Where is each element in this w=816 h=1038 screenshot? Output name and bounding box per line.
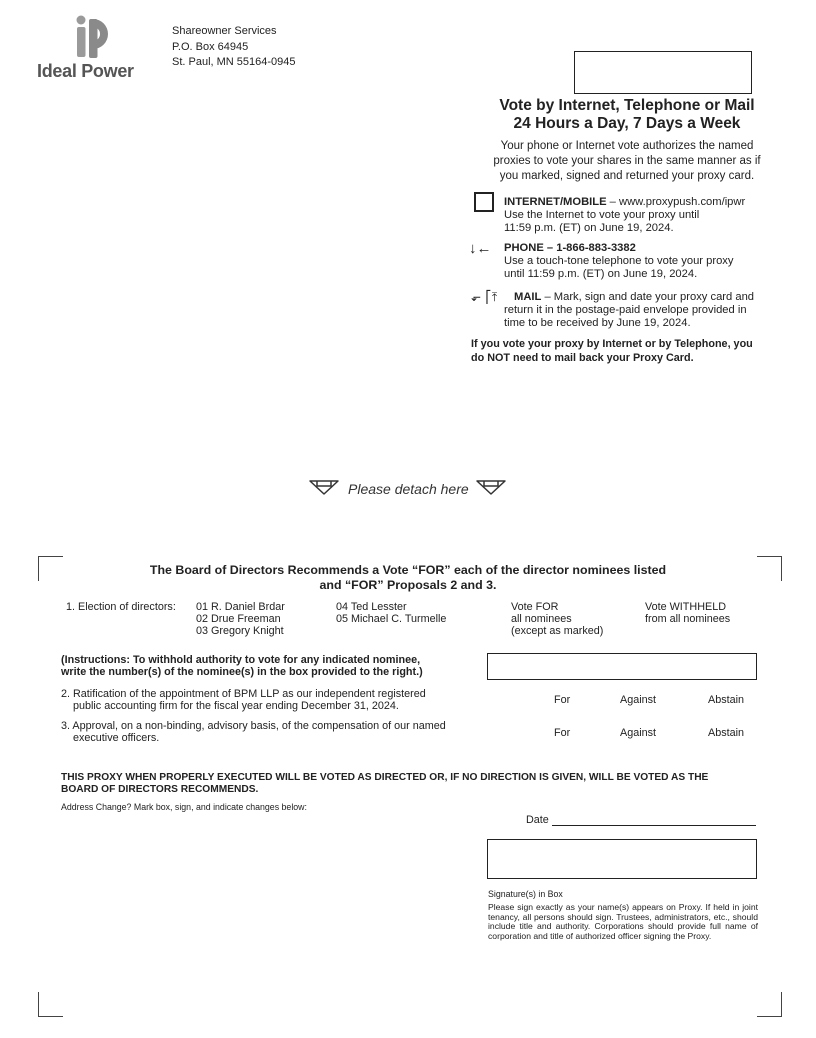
vote-for-line: Vote FOR [511,601,559,613]
desc-line: Your phone or Internet vote authorizes the named [500,140,754,152]
signature-box[interactable] [487,839,757,879]
item-2-for[interactable]: For [554,694,571,706]
detach-arrow-right-icon [475,479,507,497]
logo-wordmark: Ideal Power [37,61,134,81]
item-3-against[interactable]: Against [620,727,657,739]
vote-for-line: (except as marked) [511,625,604,637]
mail-label: MAIL [514,291,542,303]
vote-withheld-line: Vote WITHHELD [645,601,726,613]
internet-detail: 11:59 p.m. (ET) on June 19, 2024. [504,222,674,234]
internet-detail: Use the Internet to vote your proxy until [504,209,700,221]
crop-mark [38,992,63,1017]
internet-method [504,196,786,235]
note-line: do NOT need to mail back your Proxy Card. [471,352,694,364]
item-2-abstain[interactable]: Abstain [708,694,745,706]
vote-note [471,337,771,365]
crop-mark [757,992,782,1017]
item-3-abstain[interactable]: Abstain [708,727,745,739]
mail-method-cont [504,304,786,330]
board-recommendation [60,563,756,593]
signature-label: Signature(s) in Box [488,889,563,899]
phone-label: PHONE – 1-866-883-3382 [504,242,636,254]
crop-mark [757,556,782,581]
board-line: and “FOR” Proposals 2 and 3. [319,578,497,592]
item-3-line: executive officers. [73,732,160,744]
vote-description [470,139,784,184]
signature-instructions: Please sign exactly as your name(s) appears on Proxy. If held in joint tenancy, all persons should sign. Trustees, administrators, etc., should include title and authority. Corporations should provide full name of corporation and title of authorized officer signing the Proxy. [488,902,758,941]
phone-detail: Use a touch-tone telephone to vote your proxy [504,255,734,267]
mail-detail: return it in the postage-paid envelope provided in [504,304,747,316]
proxy-statement [61,772,781,796]
item-2-against[interactable]: Against [620,694,657,706]
control-number-box[interactable] [574,51,752,94]
nominee: 02 Drue Freeman [196,613,281,625]
nominee-exception-box[interactable] [487,653,757,680]
nominee: 04 Ted Lesster [336,601,407,613]
item-3-for[interactable]: For [554,727,571,739]
nominee: 03 Gregory Knight [196,625,284,637]
withhold-instructions [61,654,423,678]
mail-envelope-icon: ⬐ ⎡⤒ [471,290,498,304]
note-line: If you vote your proxy by Internet or by Telephone, you [471,338,753,350]
detach-label: Please detach here [348,481,469,497]
address-line: Shareowner Services [172,25,277,37]
mail-detail: time to be received by June 19, 2024. [504,317,691,329]
item-3-line: 3. Approval, on a non-binding, advisory basis, of the compensation of our named [61,720,446,732]
mail-method [514,291,788,304]
vote-methods-title [470,97,784,133]
internet-checkbox-icon [474,192,494,212]
vote-for-line: all nominees [511,613,572,625]
proxy-line: BOARD OF DIRECTORS RECOMMENDS. [61,784,259,795]
desc-line: you marked, signed and returned your proxy card. [499,170,755,182]
date-label: Date [526,814,549,826]
instructions-line: (Instructions: To withhold authority to vote for any indicated nominee, [61,654,421,666]
item-2 [61,688,426,712]
item-2-line: public accounting firm for the fiscal year ending December 31, 2024. [73,700,399,712]
nominees-column-2 [336,601,446,625]
date-line[interactable] [552,825,756,826]
phone-detail: until 11:59 p.m. (ET) on June 19, 2024. [504,268,698,280]
nominee: 01 R. Daniel Brdar [196,601,285,613]
item-2-line: 2. Ratification of the appointment of BPM LLP as our independent registered [61,688,426,700]
item-3 [61,720,446,744]
mail-detail: – Mark, sign and date your proxy card and [541,291,755,303]
address-change-label: Address Change? Mark box, sign, and indicate changes below: [61,802,307,812]
internet-url: – www.proxypush.com/ipwr [606,196,746,208]
proxy-line: THIS PROXY WHEN PROPERLY EXECUTED WILL BE VOTED AS DIRECTED OR, IF NO DIRECTION IS GIVEN, WILL BE VOTED AS THE [61,772,709,783]
instructions-line: write the number(s) of the nominee(s) in the box provided to the right.) [61,666,423,678]
board-line: The Board of Directors Recommends a Vote “FOR” each of the director nominees listed [149,563,667,577]
phone-arrows-icon: ↓← [469,240,492,257]
vote-title-line: Vote by Internet, Telephone or Mail [499,97,755,114]
vote-for-all-option[interactable] [511,601,603,637]
internet-label: INTERNET/MOBILE [504,196,607,208]
nominee: 05 Michael C. Turmelle [336,613,447,625]
vote-title-line: 24 Hours a Day, 7 Days a Week [513,115,741,132]
phone-method [504,242,786,281]
item-1-text: 1. Election of directors: [66,601,176,613]
address-line: St. Paul, MN 55164-0945 [172,56,296,68]
nominees-column-1 [196,601,285,637]
return-address [172,24,296,71]
vote-withheld-option[interactable] [645,601,730,625]
detach-arrow-left-icon [308,479,340,497]
desc-line: proxies to vote your shares in the same manner as if [493,155,761,167]
vote-withheld-line: from all nominees [645,613,731,625]
address-line: P.O. Box 64945 [172,40,249,53]
item-1-label [66,601,176,613]
